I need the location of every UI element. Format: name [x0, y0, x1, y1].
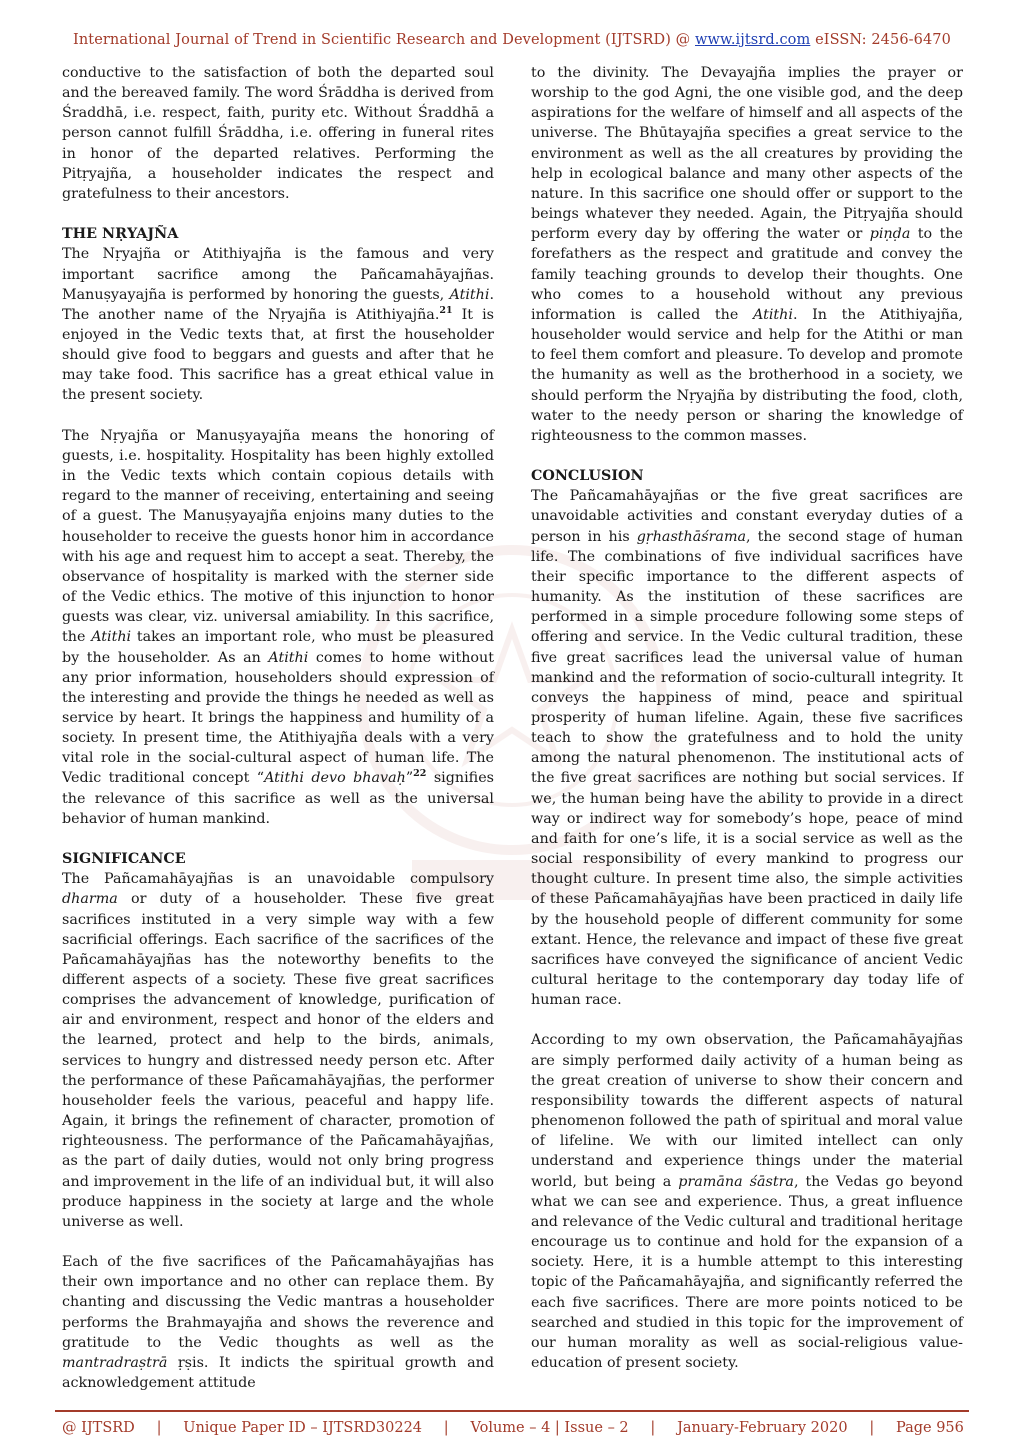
section-heading-significance: SIGNIFICANCE — [62, 851, 186, 868]
page-footer — [62, 1420, 964, 1436]
journal-link[interactable]: www.ijtsrd.com — [695, 32, 811, 48]
left-column — [62, 63, 494, 1393]
paragraph: Each of the five sacrifices of the Pañcamahāyajñas has their own importance and no other can replace them. By chanting and discussing the Vedic mantras a householder performs the Brahmayajña and shows the reverence and gratitude to the Vedic thoughts as well as the mantradraṣtrā ṛṣis. It indicts the spiritual growth and acknowledgement attitude — [62, 1254, 494, 1392]
footer-paper-id: Unique Paper ID – IJTSRD30224 — [183, 1420, 423, 1436]
footer-separator: | — [443, 1420, 449, 1436]
right-column — [531, 63, 963, 1373]
footer-separator: | — [869, 1420, 875, 1436]
footer-divider — [55, 1410, 969, 1412]
paragraph: conductive to the satisfaction of both the departed soul and the bereaved family. The word Śrāddha is derived from Śraddhā, i.e. respect, faith, purity etc. Without Śraddhā a person cannot fulfill Śrāddha, i.e. offering in funeral rites in honor of the departed relatives. Performing the Pitṛyajña, a householder indicates the respect and gratefulness to their ancestors. — [62, 65, 494, 202]
footer-page-number: Page 956 — [895, 1420, 964, 1436]
paragraph: The Pañcamahāyajñas is an unavoidable compulsory dharma or duty of a householder. These five great sacrifices instituted in a very simple way with a few sacrificial offerings. Each sacrifice of the sacrifices of the Pañcamahāyajñas has the noteworthy benefits to the different aspects of a society. These five great sacrifices comprises the advancement of knowledge, purification of air and environment, respect and honor of the elders and the learned, protect and help to the birds, animals, services to hungry and distressed needy person etc. After the performance of these Pañcamahāyajñas, the performer householder feels the various, peaceful and happy life. Again, it brings the refinement of character, promotion of righteousness. The performance of the Pañcamahāyajñas, as the part of daily duties, would not only bring progress and improvement in the life of an individual but, it will also produce happiness in the society at large and the whole universe as well. — [62, 871, 494, 1230]
footer-date: January-February 2020 — [677, 1420, 848, 1436]
section-heading-conclusion: CONCLUSION — [531, 468, 644, 485]
footer-separator: | — [650, 1420, 656, 1436]
paragraph: to the divinity. The Devayajña implies the prayer or worship to the god Agni, the one visible god, and the deep aspirations for the welfare of himself and all aspects of the universe. The Bhūtayajña specifies a great service to the environment as well as the all creatures by providing the help in ecological balance and many other aspects of the nature. In this sacrifice one should offer or support to the beings whatever they needed. Again, the Pitṛyajña should perform every day by offering the water or piṇḍa to the forefathers as the respect and gratitude and convey the family teaching grounds to develop their thoughts. One who comes to a household without any previous information is called the Atithi. In the Atithiyajña, householder would service and help for the Atithi or man to feel them comfort and pleasure. To develop and promote the humanity as well as the brotherhood in a society, we should perform the Nṛyajña by distributing the food, cloth, water to the needy person or sharing the knowledge of righteousness to the common masses. — [531, 65, 963, 444]
footer-org: @ IJTSRD — [62, 1420, 135, 1436]
journal-issn: eISSN: 2456-6470 — [810, 32, 951, 48]
footer-volume: Volume – 4 | Issue – 2 — [470, 1420, 629, 1436]
paragraph: According to my own observation, the Pañcamahāyajñas are simply performed daily activity of a human being as the great creation of universe to show their concern and responsibility towards the different aspects of natural phenomenon followed the path of spiritual and moral value of lifeline. We with our limited intellect can only understand and experience things under the material world, but being a pramāna śāstra, the Vedas go beyond what we can see and experience. Thus, a great influence and relevance of the Vedic cultural and traditional heritage encourage us to continue and hold for the expansion of a society. Here, it is a humble attempt to this interesting topic of the Pañcamahāyajña, and significantly referred the each five sacrifices. There are more points noticed to be searched and studied in this topic for the improvement of our human morality as well as social-religious value-education of present society. — [531, 1032, 963, 1371]
footer-separator: | — [156, 1420, 162, 1436]
paragraph: The Nṛyajña or Atithiyajña is the famous and very important sacrifice among the Pañcamahāyajñas. Manuṣyayajña is performed by honoring the guests, Atithi. The another name of the Nṛyajña is Atithiyajña.$^{21}$ It is enjoyed in the Vedic texts that, at first the householder should give food to beggars and guests and after that he may take food. This sacrifice has a great ethical value in the present society. — [62, 246, 494, 404]
paragraph: The Nṛyajña or Manuṣyayajña means the honoring of guests, i.e. hospitality. Hospitality has been highly extolled in the Vedic texts which contain copious details with regard to the manner of receiving, entertaining and seeing of a guest. The Manuṣyayajña enjoins many duties to the householder to receive the guests honor him in accordance with his age and request him to accept a seat. Thereby, the observance of hospitality is marked with the sterner side of the Vedic ethics. The motive of this injunction to honor guests was clear, viz. universal amiability. In this sacrifice, the Atithi takes an important role, who must be pleasured by the householder. As an Atithi comes to home without any prior information, householders should expression of the interesting and provide the things he needed as well as service by heart. It brings the happiness and humility of a society. In present time, the Atithiyajña deals with a very vital role in the social-cultural aspect of human life. The Vedic traditional concept “Atithi devo bhavaḥ”$^{22}$ signifies the relevance of this sacrifice as well as the universal behavior of human mankind. — [62, 427, 494, 827]
section-heading-nryajna: THE NṚYAJÑA — [62, 226, 179, 243]
paragraph: The Pañcamahāyajñas or the five great sacrifices are unavoidable activities and constant everyday duties of a person in his gṛhasthāśrama, the second stage of human life. The combinations of five individual sacrifices have their specific importance to the different aspects of humanity. As the institution of these sacrifices are performed in a simple procedure following some steps of offering and service. In the Vedic cultural tradition, these five great sacrifices lead the universal value of human mankind and the reformation of socio-culturall integrity. It conveys the happiness of mind, peace and spiritual prosperity of human lifeline. Again, these five sacrifices teach to show the gratefulness and to hold the unity among the natural phenomenon. The institutional acts of the five great sacrifices are nothing but social services. If we, the human being have the ability to provide in a direct way or indirect way for somebody’s hope, peace of mind and faith for one’s life, it is a social service as well as the social responsibility of every mankind to progress our thought culture. In present time also, the simple activities of these Pañcamahāyajñas have been practiced in daily life by the household people of different community for some extant. Hence, the relevance and impact of these five great sacrifices have conveyed the significance of ancient Vedic cultural heritage to the contemporary day today life of human race. — [531, 488, 963, 1009]
journal-name: International Journal of Trend in Scientific Research and Development (IJTSRD) @ — [73, 32, 695, 48]
journal-header — [0, 32, 1024, 48]
